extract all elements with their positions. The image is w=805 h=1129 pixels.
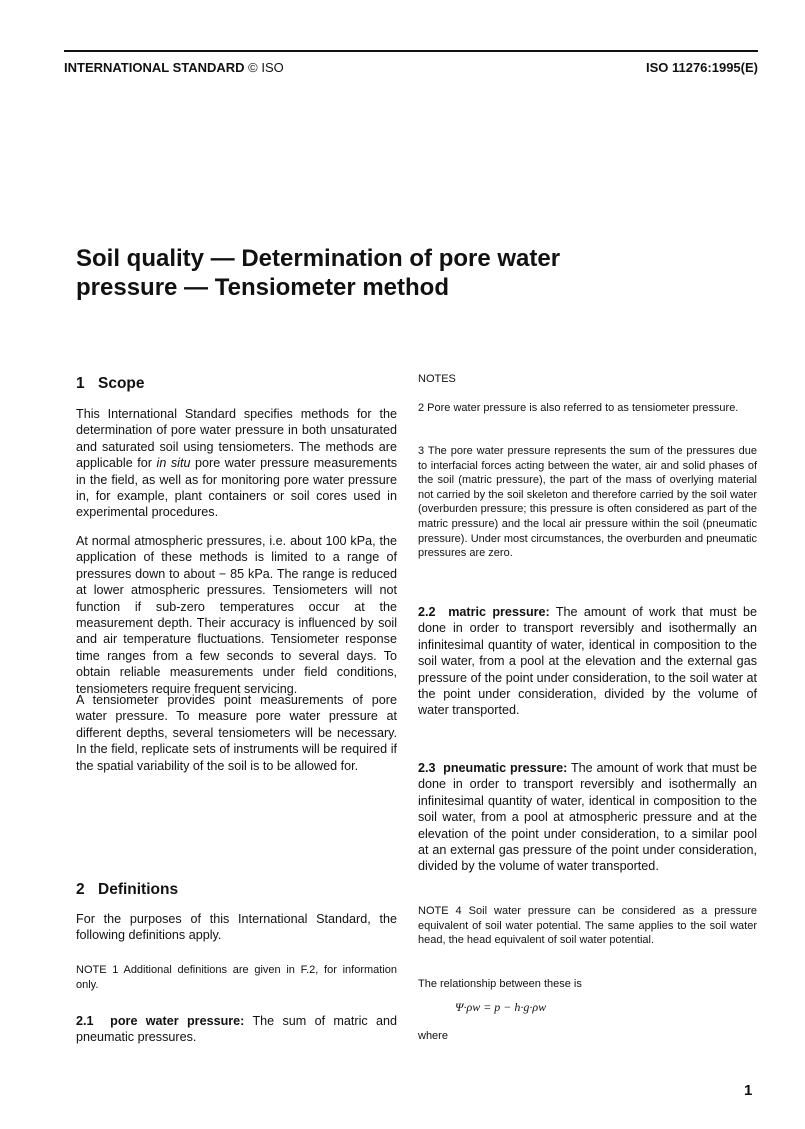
scope-paragraph-1: This International Standard specifies methods for the determination of pore water pressure in both unsaturated and saturated soil using tensiometers. The methods are applicable for in situ pore water pressure measurements in the field, as well as for monitoring pore water pressure in, for example, plant containers or soil cores used in experimental procedures. xyxy=(76,407,397,520)
section-1-heading: 1 Scope xyxy=(76,375,145,392)
note-4: NOTE 4 Soil water pressure can be considered as a pressure equivalent of soil water potential. The same applies to the soil water head, the head equivalent of soil water potential. xyxy=(418,905,757,947)
note-1: NOTE 1 Additional definitions are given in F.2, for information only. xyxy=(76,964,397,991)
definitions-intro: For the purposes of this International Standard, the following definitions apply. xyxy=(76,912,397,943)
scope-paragraph-2: At normal atmospheric pressures, i.e. about 100 kPa, the application of these methods is limited to a range of pressures down to about − 85 kPa. The range is reduced at lower atmospheric pressures. Tensiometers will not function if sub-zero temperatures occur at the measurement depth. Their accuracy is influenced by soil and air temperature fluctuations. Tensiometer response time ranges from a few seconds to several days. To obtain reliable measurements under field conditions, tensiometers require frequent servicing. xyxy=(76,534,397,696)
document-title: Soil quality — Determination of pore water pressure — Tensiometer method xyxy=(76,245,561,301)
page-number: 1 xyxy=(744,1082,753,1099)
definition-2-2: 2.2 matric pressure: The amount of work that must be done in order to transport reversibly and isothermally an infinitesimal quantity of water, identical in composition to the soil water, from a pool at the elevation and the external gas pressure of the point under consideration, to the soil water at the point under consideration, divided by the volume of water transported. xyxy=(418,605,758,718)
header-left: INTERNATIONAL STANDARD © ISO xyxy=(64,60,284,75)
section-2-heading: 2 Definitions xyxy=(76,881,179,898)
header-rule xyxy=(64,50,758,52)
definition-2-3: 2.3 pneumatic pressure: The amount of work that must be done in order to transport reversibly and isothermally an infinitesimal quantity of water, identical in composition to the soil water, from a pool at atmospheric pressure and at the elevation of the point under consideration, to a similar pool at an external gas pressure of the point under consideration, divided by the volume of water transported. xyxy=(418,761,757,874)
header-right: ISO 11276:1995(E) xyxy=(645,60,758,75)
note-3: 3 The pore water pressure represents the sum of the pressures due to interfacial forces acting between the water, air and solid phases of the soil (matric pressure), the part of the mass of overlying material not carried by the soil skeleton and therefore carried by the soil water (overburden pressure; this pressure is often considered as part of the matric pressure) and the local air pressure within the soil (pneumatic pressure). Under most circumstances, the overburden and pneumatic pressures are zero. xyxy=(418,445,757,560)
where-label: where xyxy=(418,1030,448,1042)
notes-label: NOTES xyxy=(418,373,456,385)
formula: Ψ·ρw = p − h·g·ρw xyxy=(455,1000,547,1014)
note-2: 2 Pore water pressure is also referred to as tensiometer pressure. xyxy=(418,402,739,414)
scope-paragraph-3: A tensiometer provides point measurements of pore water pressure. To measure pore water pressure at different depths, several tensiometers will be necessary. In the field, replicate sets of instruments will be required if the spatial variability of the soil is to be allowed for. xyxy=(76,693,397,773)
relationship-text: The relationship between these is xyxy=(418,978,582,990)
definition-2-1: 2.1 pore water pressure: The sum of matric and pneumatic pressures. xyxy=(76,1014,398,1045)
